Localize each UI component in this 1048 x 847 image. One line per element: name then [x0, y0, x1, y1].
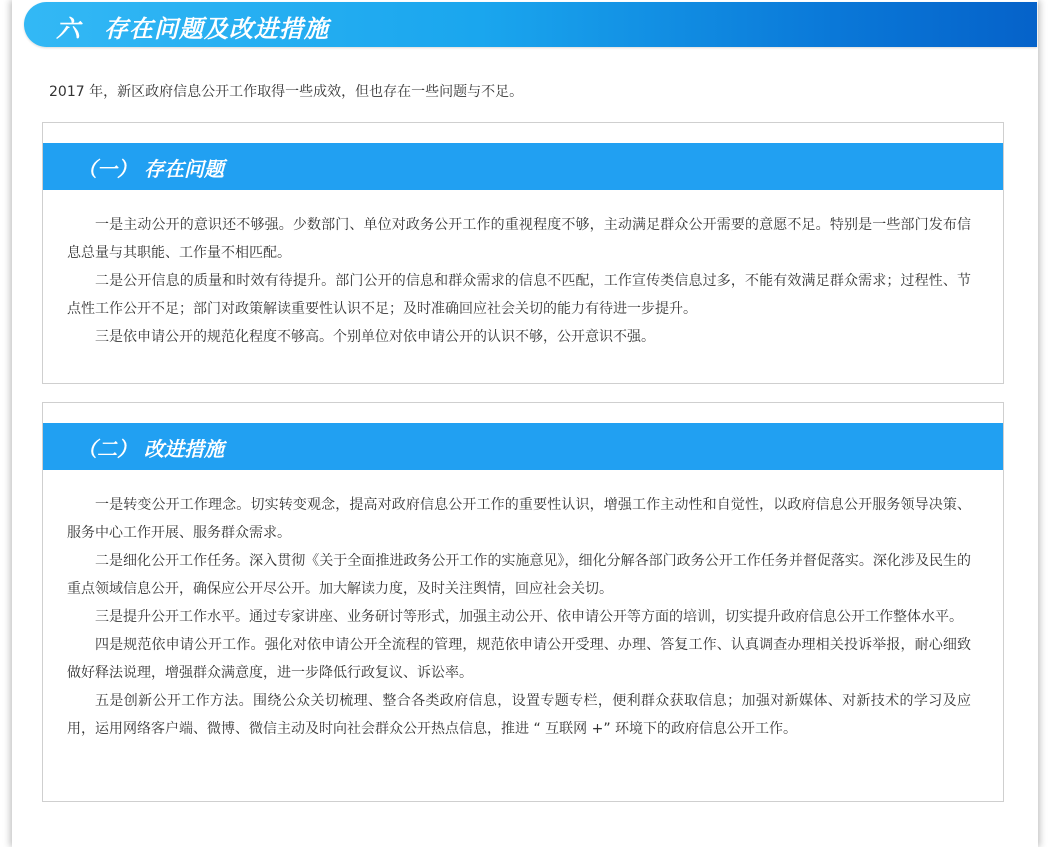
improvement-paragraph-1: 一是转变公开工作理念。切实转变观念，提高对政府信息公开工作的重要性认识，增强工作主动性和自觉性，以政府信息公开服务领导决策、服务中心工作开展、服务群众需求。 [67, 497, 971, 541]
problems-heading: （一） 存在问题 [77, 157, 224, 181]
improvements-header [43, 423, 1003, 470]
intro-text: 2017 年，新区政府信息公开工作取得一些成效，但也存在一些问题与不足。 [49, 84, 524, 100]
section-title: 存在问题及改进措施 [104, 15, 329, 43]
improvement-paragraph-2: 二是细化公开工作任务。深入贯彻《关于全面推进政务公开工作的实施意见》，细化分解各部门政务公开工作任务并督促落实。深化涉及民生的重点领域信息公开，确保应公开尽公开。加大解读力度，及时关注舆情，回应社会关切。 [67, 553, 971, 597]
improvements-card [42, 402, 1004, 802]
problem-paragraph-1: 一是主动公开的意识还不够强。少数部门、单位对政务公开工作的重视程度不够，主动满足群众公开需要的意愿不足。特别是一些部门发布信息总量与其职能、工作量不相匹配。 [67, 217, 971, 261]
improvement-paragraph-3: 三是提升公开工作水平。通过专家讲座、业务研讨等形式，加强主动公开、依申请公开等方面的培训，切实提升政府信息公开工作整体水平。 [95, 609, 963, 625]
improvements-heading: （二） 改进措施 [77, 437, 224, 461]
improvement-paragraph-4: 四是规范依申请公开工作。强化对依申请公开全流程的管理，规范依申请公开受理、办理、答复工作、认真调查办理相关投诉举报，耐心细致做好释法说理，增强群众满意度，进一步降低行政复议、诉讼率。 [67, 637, 971, 681]
problem-paragraph-2: 二是公开信息的质量和时效有待提升。部门公开的信息和群众需求的信息不匹配，工作宣传类信息过多，不能有效满足群众需求；过程性、节点性工作公开不足；部门对政策解读重要性认识不足；及时准确回应社会关切的能力有待进一步提升。 [67, 273, 971, 317]
problems-header [43, 143, 1003, 190]
problems-card [42, 122, 1004, 384]
improvement-paragraph-5: 五是创新公开工作方法。围绕公众关切梳理、整合各类政府信息，设置专题专栏，便利群众获取信息；加强对新媒体、对新技术的学习及应用，运用网络客户端、微博、微信主动及时向社会群众公开热点信息，推进 “ 互联网 +” 环境下的政府信息公开工作。 [67, 693, 971, 737]
problems-body [67, 211, 971, 351]
section-banner [24, 2, 1037, 47]
section-number: 六 [56, 15, 81, 43]
improvements-body [67, 491, 971, 743]
problem-paragraph-3: 三是依申请公开的规范化程度不够高。个别单位对依申请公开的认识不够，公开意识不强。 [95, 329, 655, 345]
page-container [12, 0, 1038, 847]
